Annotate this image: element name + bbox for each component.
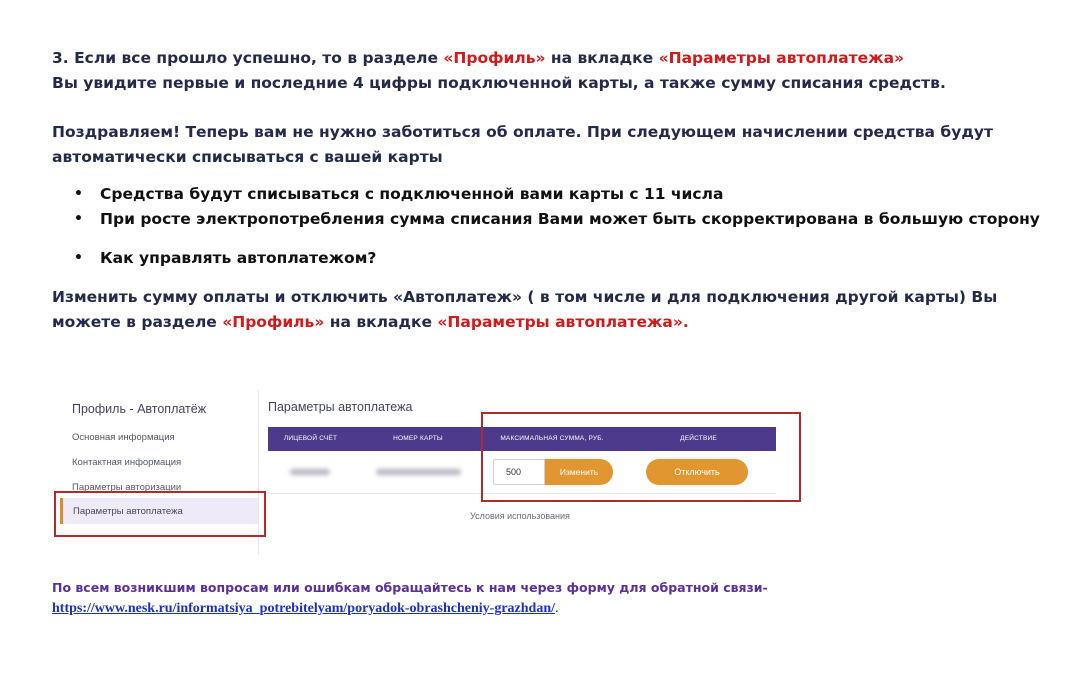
blurred-account-number: [290, 469, 330, 475]
feedback-link[interactable]: https://www.nesk.ru/informatsiya_potrebitelyam/poryadok-obrashcheniy-grazhdan/: [52, 601, 555, 616]
manage-profile-label: «Профиль»: [222, 313, 325, 331]
autopay-page-title: Параметры автоплатежа: [268, 400, 413, 414]
step3-line2: Вы увидите первые и последние 4 цифры подключенной карты, а также сумму списания средств.: [52, 74, 946, 92]
column-max-amount: МАКСИМАЛЬНАЯ СУММА, РУБ.: [500, 435, 604, 442]
footer: [52, 578, 1042, 619]
manage-text-2: на вкладке: [324, 313, 438, 331]
highlight-box-table: [481, 412, 801, 502]
column-action: ДЕЙСТВИЕ: [680, 435, 717, 442]
footer-tail: .: [555, 601, 559, 616]
bullet-item: • При росте электропотребления сумма списания Вами может быть скорректирована в большую сторону: [52, 207, 1042, 232]
terms-of-use-link[interactable]: Условия использования: [470, 511, 570, 521]
autopay-tab-label: «Параметры автоплатежа»: [658, 49, 905, 67]
manage-paragraph: [52, 285, 1042, 335]
manage-autopay-label: «Параметры автоплатежа».: [437, 313, 689, 331]
column-account: ЛИЦЕВОЙ СЧЁТ: [283, 435, 338, 442]
sidebar-item-auth-params[interactable]: Параметры авторизации: [72, 482, 182, 493]
footer-text: По всем возникшим вопросам или ошибкам обращайтесь к нам через форму для обратной связи-: [52, 580, 768, 595]
congrats-paragraph: Поздравляем! Теперь вам не нужно заботиться об оплате. При следующем начислении средства будут автоматически списываться с вашей карты: [52, 123, 993, 166]
step3-text-2: на вкладке: [545, 49, 659, 67]
info-bullet-list: [52, 182, 1042, 232]
sidebar-item-contact-info[interactable]: Контактная информация: [72, 457, 182, 468]
disable-autopay-button[interactable]: Отключить: [646, 459, 748, 485]
manage-text: Изменить сумму оплаты и отключить «Автоплатеж» ( в том числе и для подключения другой карты) Вы можете в разделе: [52, 288, 998, 331]
profile-section-label: «Профиль»: [443, 49, 546, 67]
max-amount-input[interactable]: 500: [493, 459, 545, 485]
embedded-screenshot: [52, 390, 812, 560]
manage-heading-list: [52, 246, 1042, 271]
step3-text: 3. Если все прошло успешно, то в разделе: [52, 49, 444, 67]
column-card-number: НОМЕР КАРТЫ: [393, 435, 443, 442]
change-amount-button[interactable]: Изменить: [545, 459, 613, 485]
document-body: [52, 46, 1042, 335]
bullet-item: • Средства будут списываться с подключенной вами карты с 11 числа: [52, 182, 1042, 207]
step3-line1: [52, 46, 1042, 71]
sidebar-title: Профиль - Автоплатёж: [72, 402, 207, 416]
highlight-box-sidebar: [54, 491, 266, 537]
manage-heading: • Как управлять автоплатежом?: [52, 246, 1042, 271]
blurred-card-number: [376, 469, 461, 475]
sidebar-item-autopay-label: Параметры автоплатежа: [73, 506, 183, 517]
sidebar-item-main-info[interactable]: Основная информация: [72, 432, 175, 443]
